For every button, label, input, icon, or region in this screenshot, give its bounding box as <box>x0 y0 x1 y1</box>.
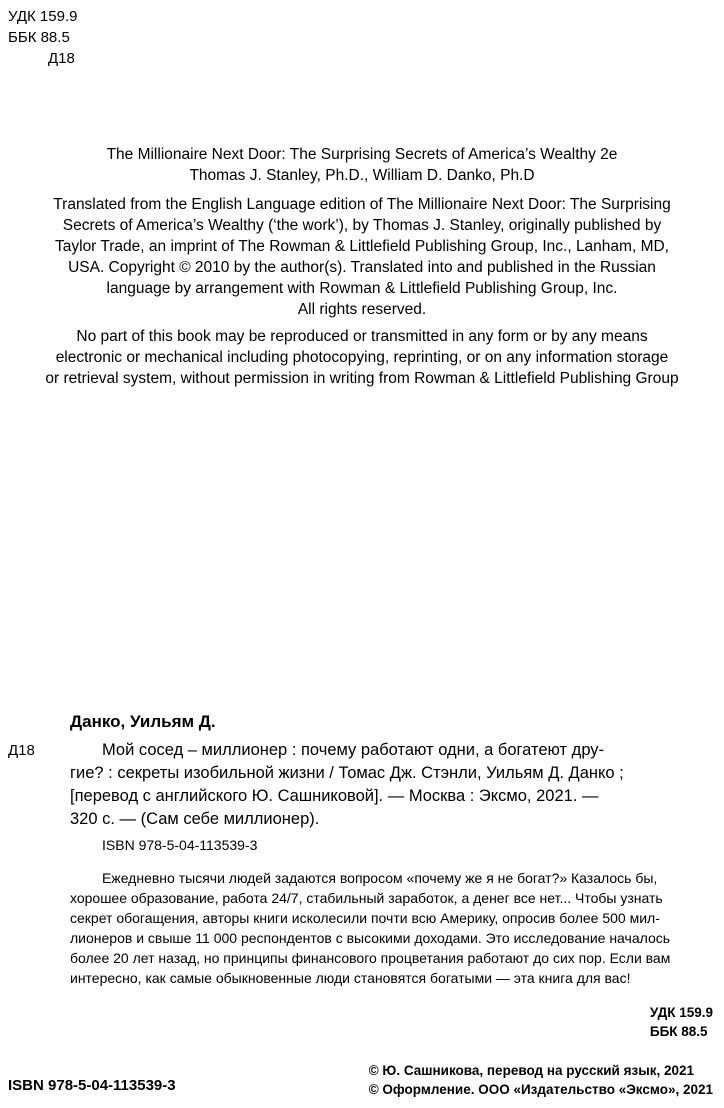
footer-isbn: ISBN 978-5-04-113539-3 <box>8 1077 176 1094</box>
rights-notice-line: electronic or mechanical including photocopying, reprinting, or on any information storage <box>55 349 669 366</box>
catalog-isbn: ISBN 978-5-04-113539-3 <box>102 837 258 853</box>
catalog-margin-code: Д18 <box>8 742 35 759</box>
translation-notice <box>0 194 724 320</box>
translation-notice-line: Secrets of America’s Wealthy (‘the work’), by Thomas J. Stanley, originally published by <box>62 217 662 234</box>
bibliographic-line: Мой сосед – миллионер : почему работают одни, а богатеют дру- <box>102 741 605 759</box>
bibliographic-line: [перевод с английского Ю. Сашниковой]. — Москва : Эксмо, 2021. — <box>70 787 599 805</box>
copyright-block <box>369 1061 713 1099</box>
annotation-line: Ежедневно тысячи людей задаются вопросом «почему же я не богат?» Казалось бы, <box>102 870 658 886</box>
bibliographic-description <box>70 739 713 831</box>
annotation-line: хорошее образование, работа 24/7, стабильный заработок, а денег все нет... Чтобы узнать <box>70 890 663 906</box>
translation-notice-line: Taylor Trade, an imprint of The Rowman & Littlefield Publishing Group, Inc., Lanham, MD, <box>55 238 669 255</box>
original-title: The Millionaire Next Door: The Surprising Secrets of America’s Wealthy 2e <box>106 146 618 163</box>
annotation <box>70 868 713 988</box>
original-title-block <box>0 144 724 186</box>
header-codes <box>8 6 77 69</box>
bibliographic-line: гие? : секреты изобильной жизни / Томас Дж. Стэнли, Уильям Д. Данко ; <box>70 764 624 782</box>
annotation-line: интересно, как самые обыкновенные люди становятся богатыми — эта книга для вас! <box>70 970 631 986</box>
bibliographic-line: 320 с. — (Сам себе миллионер). <box>70 810 320 828</box>
catalog-bbk: ББК 88.5 <box>649 1024 708 1039</box>
rights-notice-line: or retrieval system, without permission in writing from Rowman & Littlefield Publishing Group <box>45 370 679 387</box>
rights-notice <box>0 326 724 389</box>
translation-notice-line: USA. Copyright © 2010 by the author(s). Translated into and published in the Russian <box>68 259 656 276</box>
original-authors: Thomas J. Stanley, Ph.D., William D. Danko, Ph.D <box>189 167 535 184</box>
rights-notice-line: No part of this book may be reproduced or transmitted in any form or by any means <box>76 328 648 345</box>
annotation-line: лионеров и свыше 11 000 респондентов с высокими доходами. Это исследование началось <box>70 930 671 946</box>
copyright-translation: © Ю. Сашникова, перевод на русский язык, 2021 <box>368 1063 695 1078</box>
author-sign: Д18 <box>48 50 75 67</box>
annotation-line: секрет обогащения, авторы книги исколесили почти всю Америку, опросив более 500 мил- <box>70 910 660 926</box>
bbk-code: ББК 88.5 <box>8 29 70 46</box>
udk-code: УДК 159.9 <box>8 8 78 25</box>
copyright-design: © Оформление. ООО «Издательство «Эксмо», 2021 <box>368 1082 713 1097</box>
translation-notice-line: language by arrangement with Rowman & Littlefield Publishing Group, Inc. <box>106 280 618 297</box>
translation-notice-line: All rights reserved. <box>297 301 427 318</box>
catalog-udk: УДК 159.9 <box>649 1005 713 1020</box>
catalog-author: Данко, Уильям Д. <box>70 712 216 731</box>
translation-notice-line: Translated from the English Language edition of The Millionaire Next Door: The Surprising <box>53 196 671 213</box>
catalog-codes <box>650 1003 713 1041</box>
annotation-line: более 20 лет назад, но принципы финансового процветания работают до сих пор. Если вам <box>70 950 671 966</box>
